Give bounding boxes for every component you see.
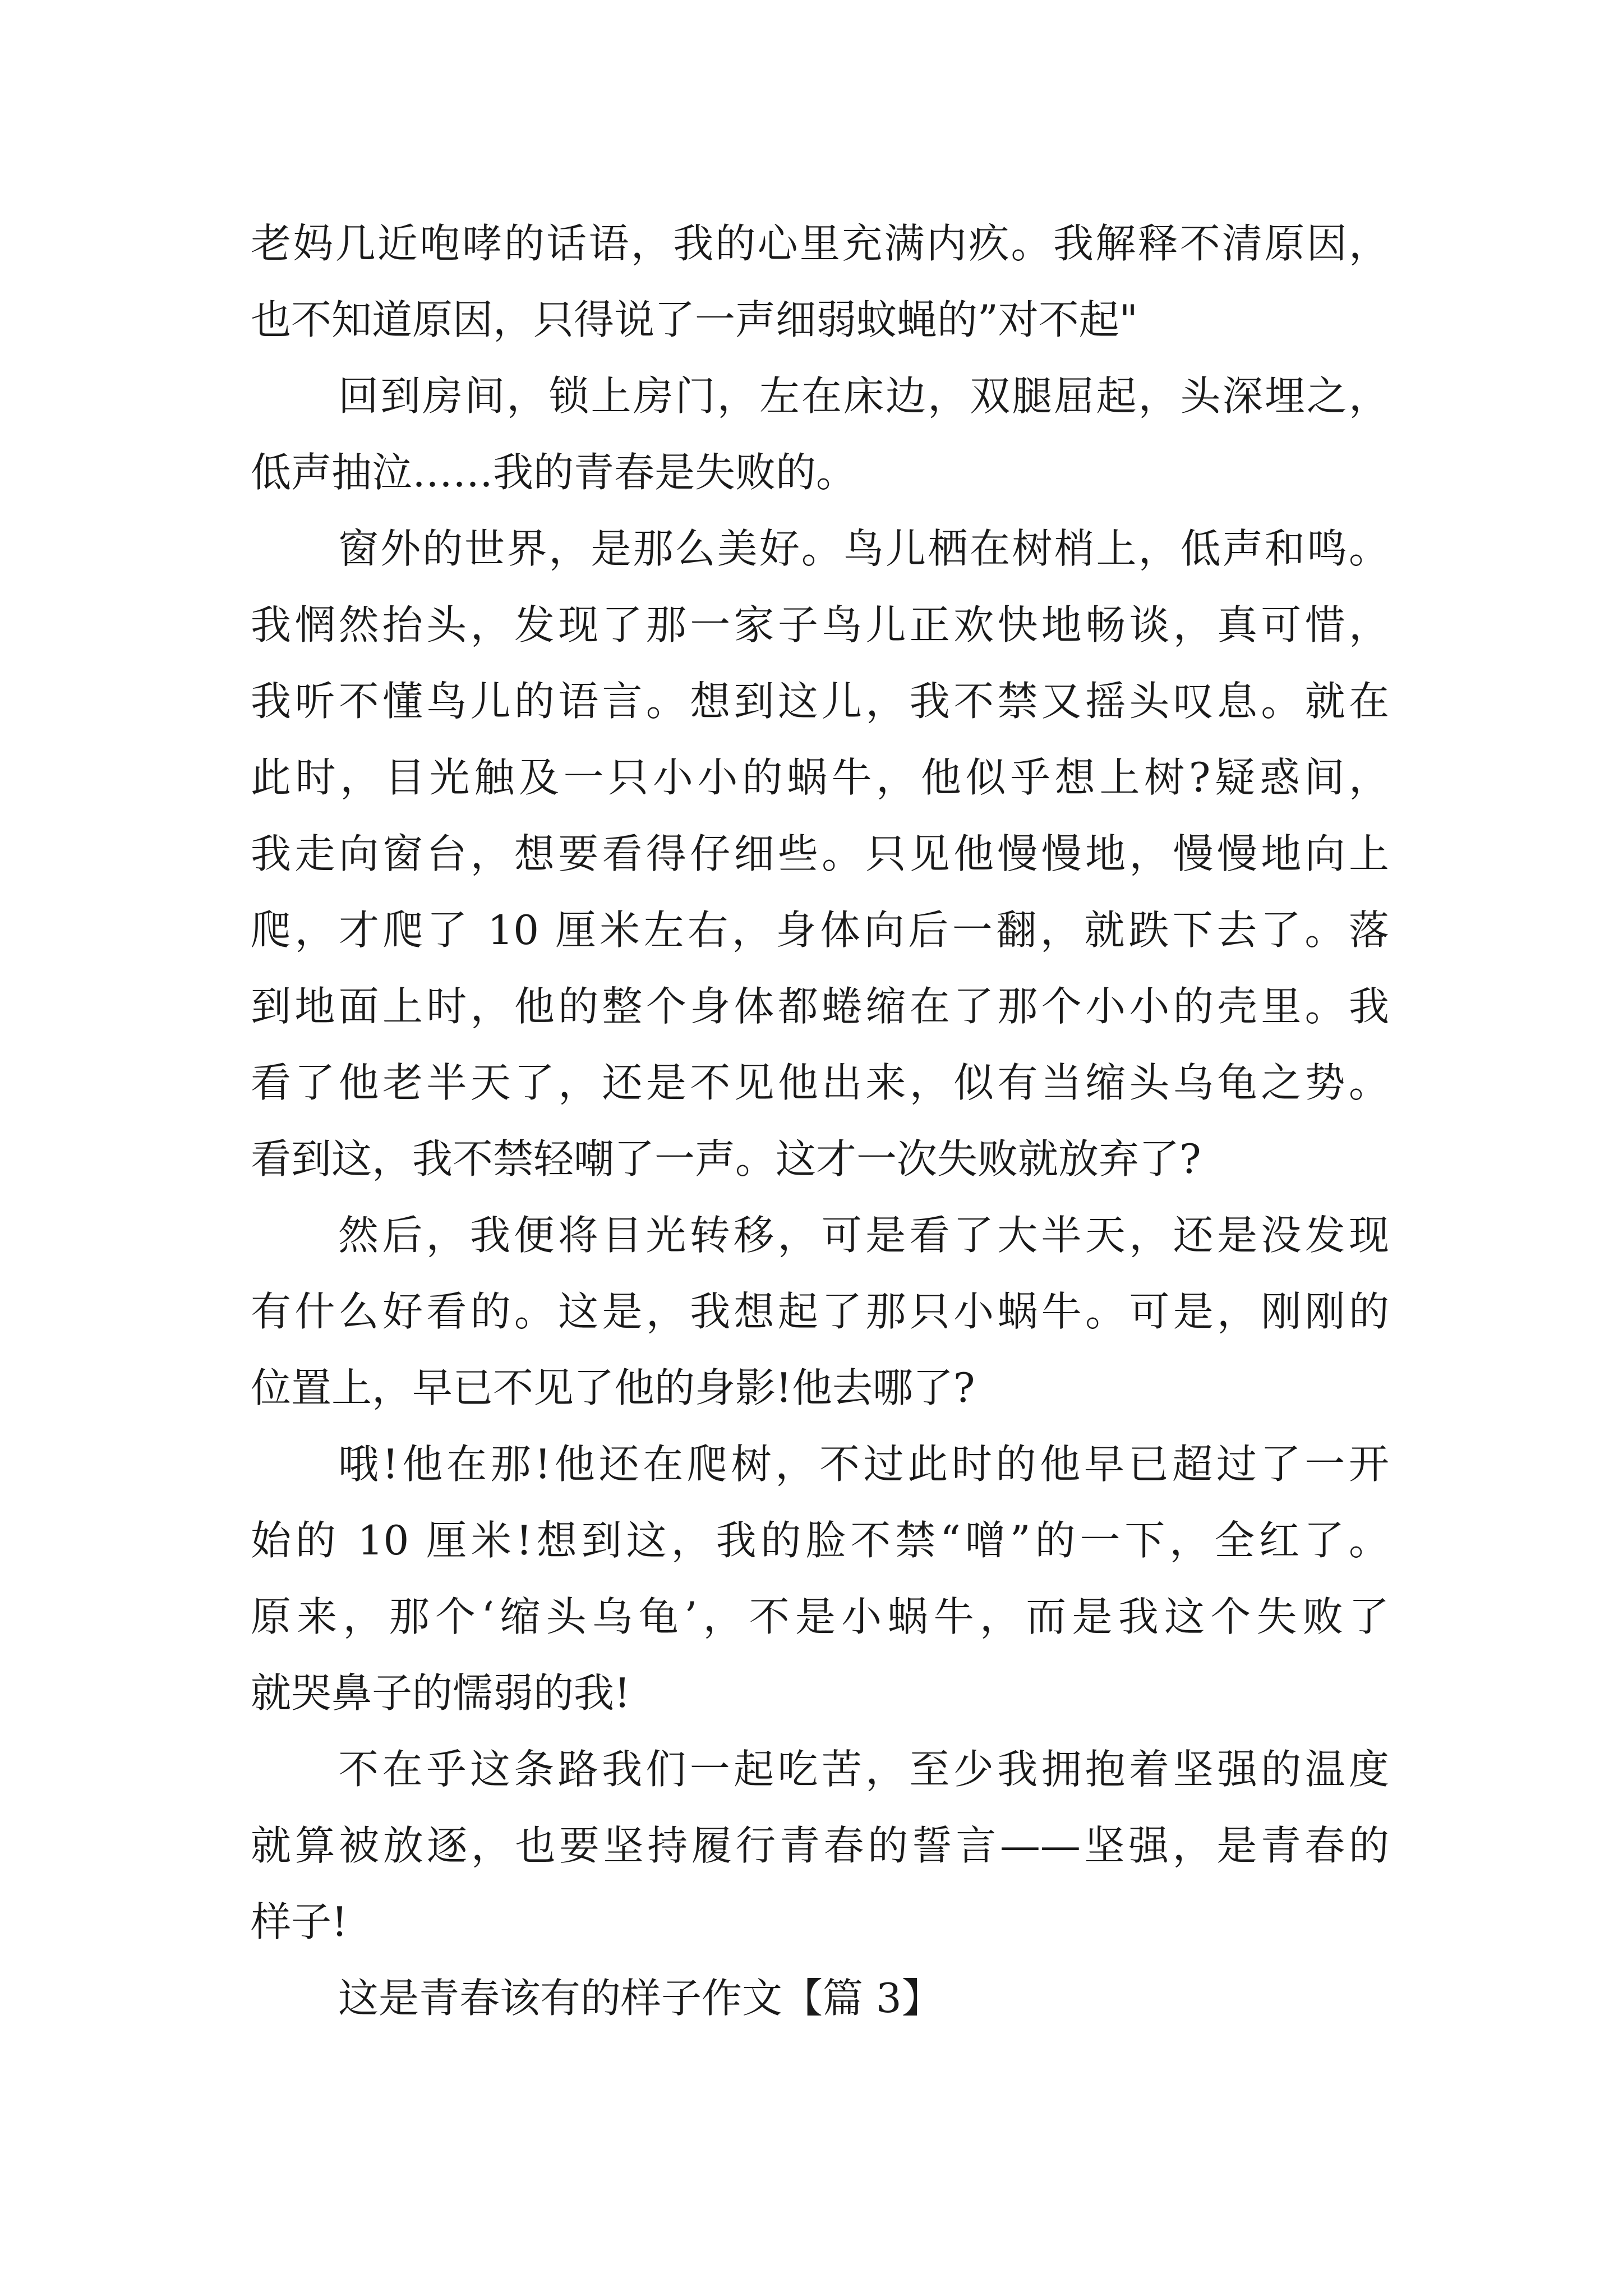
paragraph-3-line-1: 窗外的世界，是那么美好。鸟儿栖在树梢上，低声和鸣。 xyxy=(338,525,1389,572)
paragraph-4-line-3: 位置上，早已不见了他的身影!他去哪了? xyxy=(251,1364,975,1411)
paragraph-2-line-2: 低声抽泣……我的青春是失败的。 xyxy=(251,449,857,496)
paragraph-4-line-2: 有什么好看的。这是，我想起了那只小蜗牛。可是，刚刚的 xyxy=(251,1288,1389,1335)
paragraph-6-line-1: 不在乎这条路我们一起吃苦，至少我拥抱着坚强的温度 xyxy=(338,1746,1389,1793)
paragraph-4-line-1: 然后，我便将目光转移，可是看了大半天，还是没发现 xyxy=(338,1212,1389,1259)
paragraph-1-line-1: 老妈几近咆哮的话语，我的心里充满内疚。我解释不清原因， xyxy=(251,220,1389,267)
paragraph-5-line-3: 原来，那个‘缩头乌龟’，不是小蜗牛，而是我这个失败了 xyxy=(251,1593,1389,1640)
paragraph-3-line-6: 爬，才爬了 10 厘米左右，身体向后一翻，就跌下去了。落 xyxy=(251,907,1389,954)
paragraph-3-line-3: 我听不懂鸟儿的语言。想到这儿，我不禁又摇头叹息。就在 xyxy=(251,678,1389,725)
paragraph-1-line-2: 也不知道原因，只得说了一声细弱蚊蝇的”对不起" xyxy=(251,296,1138,343)
paragraph-5-line-4: 就哭鼻子的懦弱的我! xyxy=(251,1669,630,1717)
paragraph-2-line-1: 回到房间，锁上房门，左在床边，双腿屈起，头深埋之， xyxy=(338,372,1389,420)
paragraph-3-line-5: 我走向窗台，想要看得仔细些。只见他慢慢地，慢慢地向上 xyxy=(251,830,1389,877)
paragraph-6-line-3: 样子! xyxy=(251,1898,348,1945)
section-heading: 这是青春该有的样子作文【篇 3】 xyxy=(338,1975,942,2022)
paragraph-3-line-9: 看到这，我不禁轻嘲了一声。这才一次失败就放弃了? xyxy=(251,1135,1201,1182)
paragraph-6-line-2: 就算被放逐，也要坚持履行青春的誓言——坚强，是青春的 xyxy=(251,1822,1389,1869)
paragraph-3-line-4: 此时，目光触及一只小小的蜗牛，他似乎想上树?疑惑间， xyxy=(251,754,1389,801)
paragraph-5-line-2: 始的 10 厘米!想到这，我的脸不禁“噌”的一下，全红了。 xyxy=(251,1517,1389,1564)
paragraph-3-line-2: 我惘然抬头，发现了那一家子鸟儿正欢快地畅谈，真可惜， xyxy=(251,601,1389,648)
paragraph-5-line-1: 哦!他在那!他还在爬树，不过此时的他早已超过了一开 xyxy=(338,1441,1389,1488)
paragraph-3-line-7: 到地面上时，他的整个身体都蜷缩在了那个小小的壳里。我 xyxy=(251,983,1389,1030)
paragraph-3-line-8: 看了他老半天了，还是不见他出来，似有当缩头乌龟之势。 xyxy=(251,1059,1389,1106)
